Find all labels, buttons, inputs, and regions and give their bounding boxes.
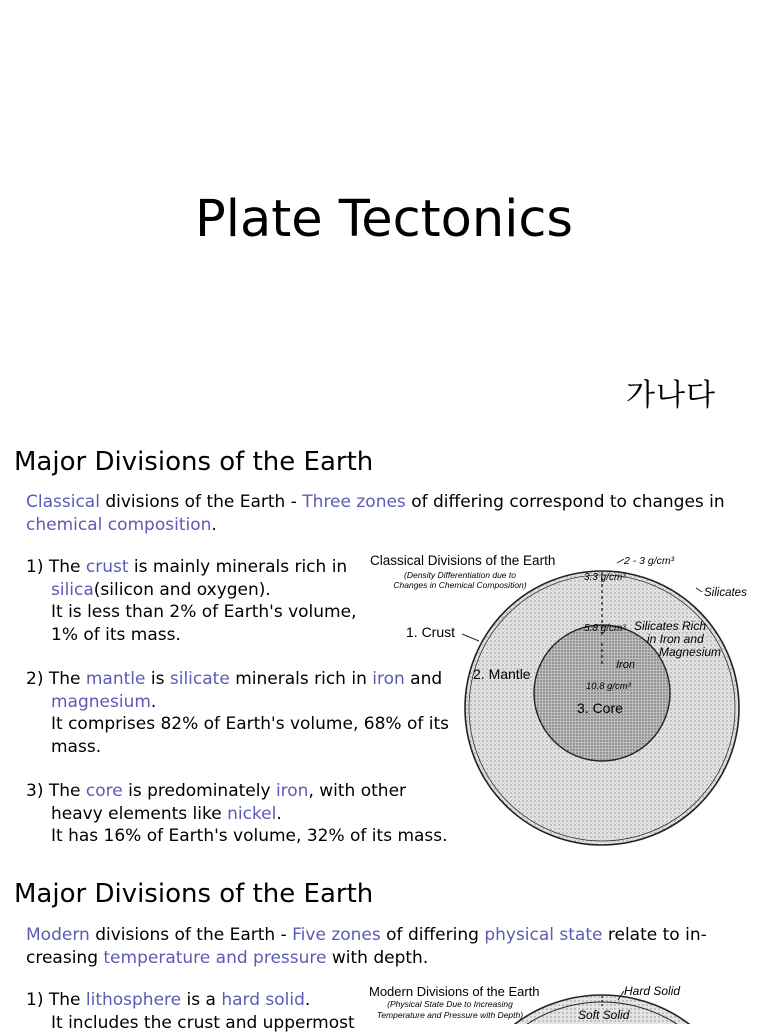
text-run: 1% of its mass. bbox=[51, 625, 181, 645]
classical-divisions-diagram bbox=[366, 548, 762, 860]
text-run: 2) The bbox=[26, 669, 86, 689]
highlighted-term: Five zones bbox=[292, 925, 381, 945]
highlighted-term: Three zones bbox=[302, 492, 406, 512]
text-run: is bbox=[145, 669, 169, 689]
text-run: . bbox=[305, 990, 310, 1010]
text-run: . bbox=[151, 692, 156, 712]
highlighted-term: silicate bbox=[170, 669, 230, 689]
text-run: It comprises 82% of Earth's volume, 68% of its bbox=[51, 714, 449, 734]
item-line bbox=[26, 989, 355, 1012]
slide1-heading: Major Divisions of the Earth bbox=[14, 446, 373, 478]
text-run: is a bbox=[181, 990, 221, 1010]
core-label: 3. Core bbox=[577, 700, 623, 716]
density-top-label: 2 - 3 g/cm³ bbox=[623, 555, 675, 567]
highlighted-term: Classical bbox=[26, 492, 100, 512]
highlighted-term: magnesium bbox=[51, 692, 151, 712]
mantle-label: 2. Mantle bbox=[473, 666, 531, 682]
text-run: . bbox=[276, 804, 281, 824]
modern-figure-subtitle-1: (Physical State Due to Increasing bbox=[387, 999, 513, 1009]
item-line bbox=[26, 601, 356, 624]
highlighted-term: mantle bbox=[86, 669, 146, 689]
density-core-label: 10.8 g/cm³ bbox=[586, 681, 632, 692]
text-run: is predominately bbox=[123, 781, 276, 801]
highlighted-term: physical state bbox=[484, 925, 602, 945]
text-run: divisions of the Earth - bbox=[100, 492, 302, 512]
crust-label: 1. Crust bbox=[406, 624, 455, 640]
item-line bbox=[26, 579, 356, 602]
mantle-note-2: in Iron and bbox=[647, 632, 704, 646]
highlighted-term: lithosphere bbox=[86, 990, 181, 1010]
text-run: with depth. bbox=[326, 948, 428, 968]
figure-title: Classical Divisions of the Earth bbox=[370, 553, 555, 568]
text-run: is mainly minerals rich in bbox=[129, 557, 348, 577]
text-run: 1) The bbox=[26, 557, 86, 577]
text-run: and bbox=[405, 669, 442, 689]
text-run: mass. bbox=[51, 737, 101, 757]
figure-subtitle-1: (Density Differentiation due to bbox=[404, 570, 516, 580]
item-line bbox=[26, 1012, 355, 1034]
highlighted-term: nickel bbox=[227, 804, 276, 824]
slide1-item-crust bbox=[26, 556, 356, 646]
modern-divisions-diagram bbox=[366, 980, 762, 1024]
mantle-note-3: Magnesium bbox=[659, 645, 721, 659]
text-run: divisions of the Earth - bbox=[90, 925, 292, 945]
highlighted-term: silica bbox=[51, 580, 94, 600]
text-run: 1) The bbox=[26, 990, 86, 1010]
highlighted-term: iron bbox=[372, 669, 405, 689]
text-run: of differing correspond to changes in bbox=[406, 492, 725, 512]
highlighted-term: temperature and pressure bbox=[103, 948, 326, 968]
iron-label: Iron bbox=[616, 659, 635, 671]
text-run: of differing bbox=[381, 925, 485, 945]
text-run: (silicon and oxygen). bbox=[94, 580, 271, 600]
hard-solid-label: Hard Solid bbox=[624, 984, 680, 998]
item-line bbox=[26, 556, 356, 579]
item-line bbox=[26, 624, 356, 647]
highlighted-term: iron bbox=[276, 781, 309, 801]
title-slide bbox=[0, 0, 768, 432]
text-run: It has 16% of Earth's volume, 32% of its mass. bbox=[51, 826, 448, 846]
text-run: 3) The bbox=[26, 781, 86, 801]
modern-figure-subtitle-2: Temperature and Pressure with Depth) bbox=[377, 1010, 523, 1020]
text-run: heavy elements like bbox=[51, 804, 227, 824]
density-lower-mantle-label: 5.8 g/cm³ bbox=[584, 623, 626, 634]
highlighted-term: Modern bbox=[26, 925, 90, 945]
text-run: relate to in-creasing bbox=[26, 925, 707, 968]
text-run: It is less than 2% of Earth's volume, bbox=[51, 602, 356, 622]
highlighted-term: core bbox=[86, 781, 123, 801]
mantle-note-1: Silicates Rich bbox=[634, 619, 706, 633]
text-run: It includes the crust and uppermost bbox=[51, 1013, 355, 1033]
text-run: minerals rich in bbox=[230, 669, 372, 689]
highlighted-term: crust bbox=[86, 557, 129, 577]
highlighted-term: chemical composition bbox=[26, 515, 211, 535]
text-run: , with other bbox=[308, 781, 406, 801]
slide2-intro bbox=[26, 924, 746, 969]
figure-subtitle-2: Changes in Chemical Composition) bbox=[393, 580, 526, 590]
slide2-heading: Major Divisions of the Earth bbox=[14, 878, 373, 910]
soft-solid-label: Soft Solid bbox=[578, 1008, 630, 1022]
density-upper-mantle-label: 3.3 g/cm³ bbox=[584, 572, 626, 583]
modern-figure-title: Modern Divisions of the Earth bbox=[369, 984, 540, 999]
highlighted-term: hard solid bbox=[221, 990, 305, 1010]
slide2-item-lithosphere bbox=[26, 989, 355, 1034]
text-run: . bbox=[211, 515, 216, 535]
author-name: 가나다 bbox=[626, 378, 716, 414]
silicates-label: Silicates bbox=[704, 587, 747, 599]
slide1-intro bbox=[26, 491, 746, 536]
presentation-title: Plate Tectonics bbox=[0, 188, 768, 252]
